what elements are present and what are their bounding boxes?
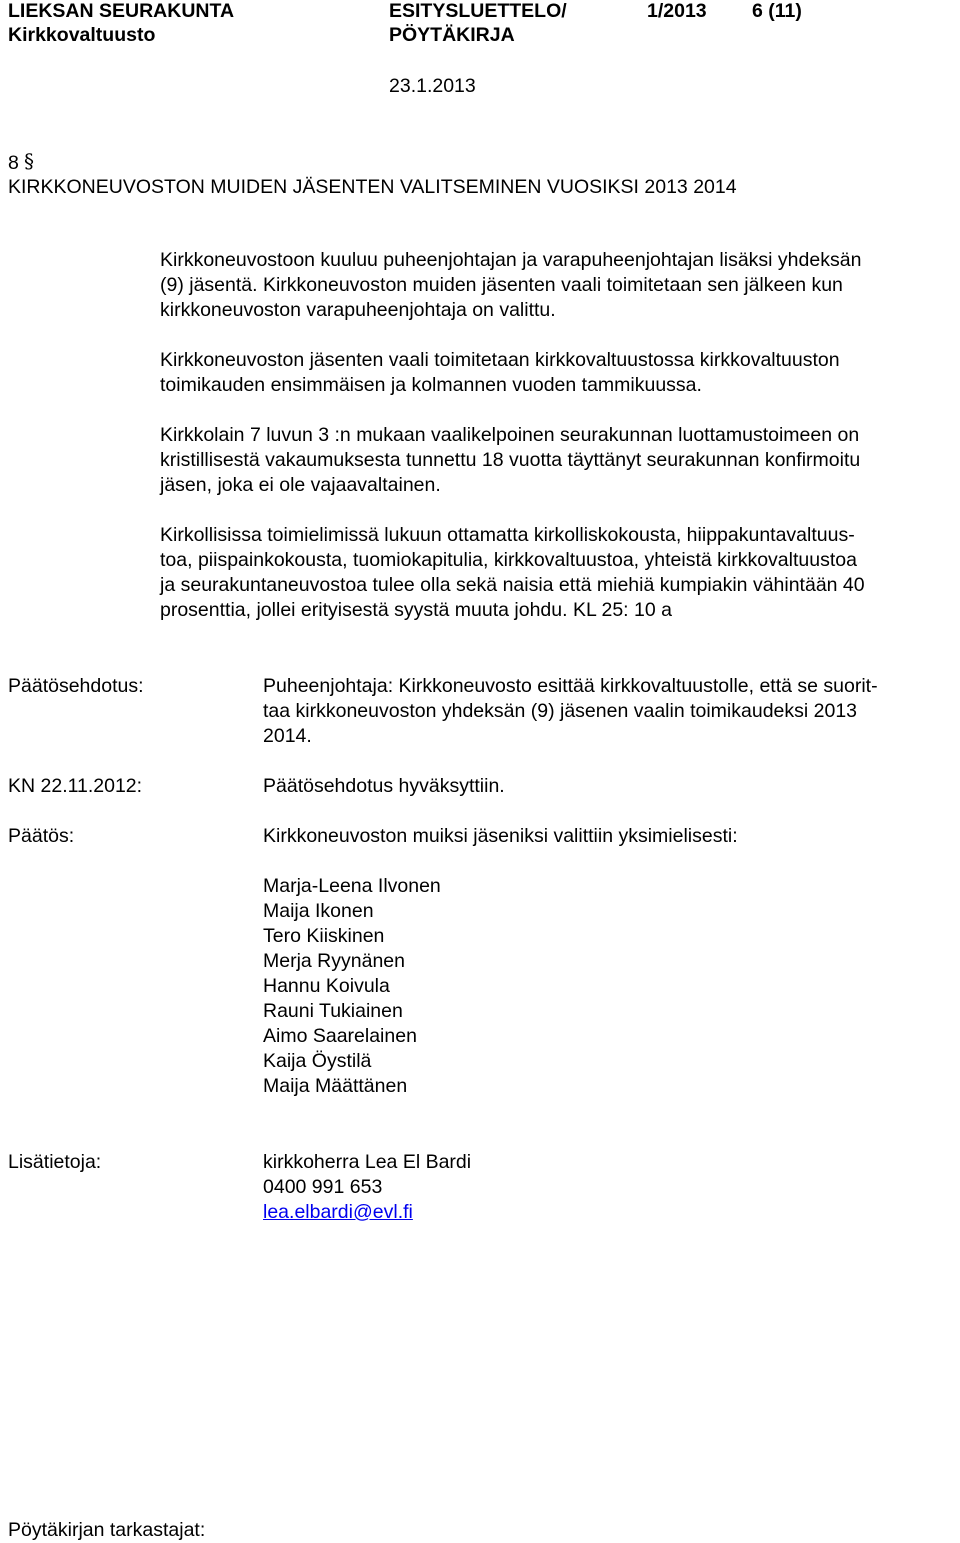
- kn-label: KN 22.11.2012:: [8, 775, 143, 797]
- paragraph-line: jäsen, joka ei ole vajaavaltainen.: [160, 474, 441, 496]
- paragraph-line: Kirkkolain 7 luvun 3 :n mukaan vaalikelpoinen seurakunnan luottamustoimeen on: [160, 424, 860, 446]
- section-title: KIRKKONEUVOSTON MUIDEN JÄSENTEN VALITSEMINEN VUOSIKSI 2013 2014: [8, 176, 737, 198]
- doc-type: ESITYSLUETTELO/: [389, 0, 567, 22]
- paragraph-line: ja seurakuntaneuvostoa tulee olla sekä naisia että miehiä kumpiakin vähintään 40: [160, 574, 865, 596]
- paragraph-line: (9) jäsentä. Kirkkoneuvoston muiden jäsenten vaali toimitetaan sen jälkeen kun: [160, 274, 843, 296]
- paragraph-line: toimikauden ensimmäisen ja kolmannen vuoden tammikuussa.: [160, 374, 702, 396]
- contact-block: [263, 1150, 953, 1225]
- section-number: 8: [8, 152, 19, 174]
- decision-text: Kirkkoneuvoston muiksi jäseniksi valittiin yksimielisesti:: [263, 825, 738, 847]
- kn-text: Päätösehdotus hyväksyttiin.: [263, 775, 505, 797]
- paragraph-line: Kirkollisissa toimielimissä lukuun ottamatta kirkolliskokousta, hiippakuntavaltuus-: [160, 524, 855, 546]
- list-item: Maija Määttänen: [263, 1075, 408, 1097]
- member-list: [263, 874, 953, 1099]
- paragraph-2: [160, 348, 960, 398]
- contact-name: kirkkoherra Lea El Bardi: [263, 1151, 472, 1173]
- paragraph-line: Kirkkoneuvostoon kuuluu puheenjohtajan ja varapuheenjohtajan lisäksi yhdeksän: [160, 249, 862, 271]
- org-body: Kirkkovaltuusto: [8, 24, 156, 46]
- contact-phone: 0400 991 653: [263, 1176, 383, 1198]
- section-sign-icon: [24, 150, 38, 172]
- paragraph-line: prosenttia, jollei erityisestä syystä muuta johdu. KL 25: 10 a: [160, 599, 672, 621]
- doc-type-2: PÖYTÄKIRJA: [389, 24, 515, 46]
- contact-email-link[interactable]: lea.elbardi@evl.fi: [263, 1201, 413, 1223]
- list-item: Marja-Leena Ilvonen: [263, 875, 441, 897]
- proposal-line: 2014.: [263, 725, 312, 747]
- paragraph-line: kristillisestä vakaumuksesta tunnettu 18 vuotta täyttänyt seurakunnan konfirmoitu: [160, 449, 861, 471]
- paragraph-line: Kirkkoneuvoston jäsenten vaali toimitetaan kirkkovaltuustossa kirkkovaltuuston: [160, 349, 840, 371]
- paragraph-3: [160, 423, 960, 498]
- list-item: Tero Kiiskinen: [263, 925, 385, 947]
- meeting-date: 23.1.2013: [389, 75, 476, 97]
- proposal-label: Päätösehdotus:: [8, 675, 144, 697]
- proposal-text: [263, 674, 953, 749]
- svg-text:§: §: [23, 150, 34, 172]
- decision-label: Päätös:: [8, 825, 75, 847]
- list-item: Maija Ikonen: [263, 900, 374, 922]
- footer-label: Pöytäkirjan tarkastajat:: [8, 1519, 206, 1541]
- org-name: LIEKSAN SEURAKUNTA: [8, 0, 235, 22]
- paragraph-1: [160, 248, 960, 323]
- paragraph-line: kirkkoneuvoston varapuheenjohtaja on valittu.: [160, 299, 556, 321]
- proposal-line: Puheenjohtaja: Kirkkoneuvosto esittää kirkkovaltuustolle, että se suorit-: [263, 675, 878, 697]
- paragraph-4: [160, 523, 960, 623]
- list-item: Rauni Tukiainen: [263, 1000, 403, 1022]
- list-item: Hannu Koivula: [263, 975, 390, 997]
- list-item: Merja Ryynänen: [263, 950, 405, 972]
- section-number-line: [8, 150, 38, 176]
- list-item: Kaija Öystilä: [263, 1050, 372, 1072]
- proposal-line: taa kirkkoneuvoston yhdeksän (9) jäsenen vaalin toimikaudeksi 2013: [263, 700, 858, 722]
- page-number: 6 (11): [752, 0, 802, 22]
- paragraph-line: toa, piispainkokousta, tuomiokapitulia, kirkkovaltuustoa, yhteistä kirkkovaltuustoa: [160, 549, 857, 571]
- list-item: Aimo Saarelainen: [263, 1025, 417, 1047]
- info-label: Lisätietoja:: [8, 1151, 102, 1173]
- doc-number: 1/2013: [647, 0, 707, 22]
